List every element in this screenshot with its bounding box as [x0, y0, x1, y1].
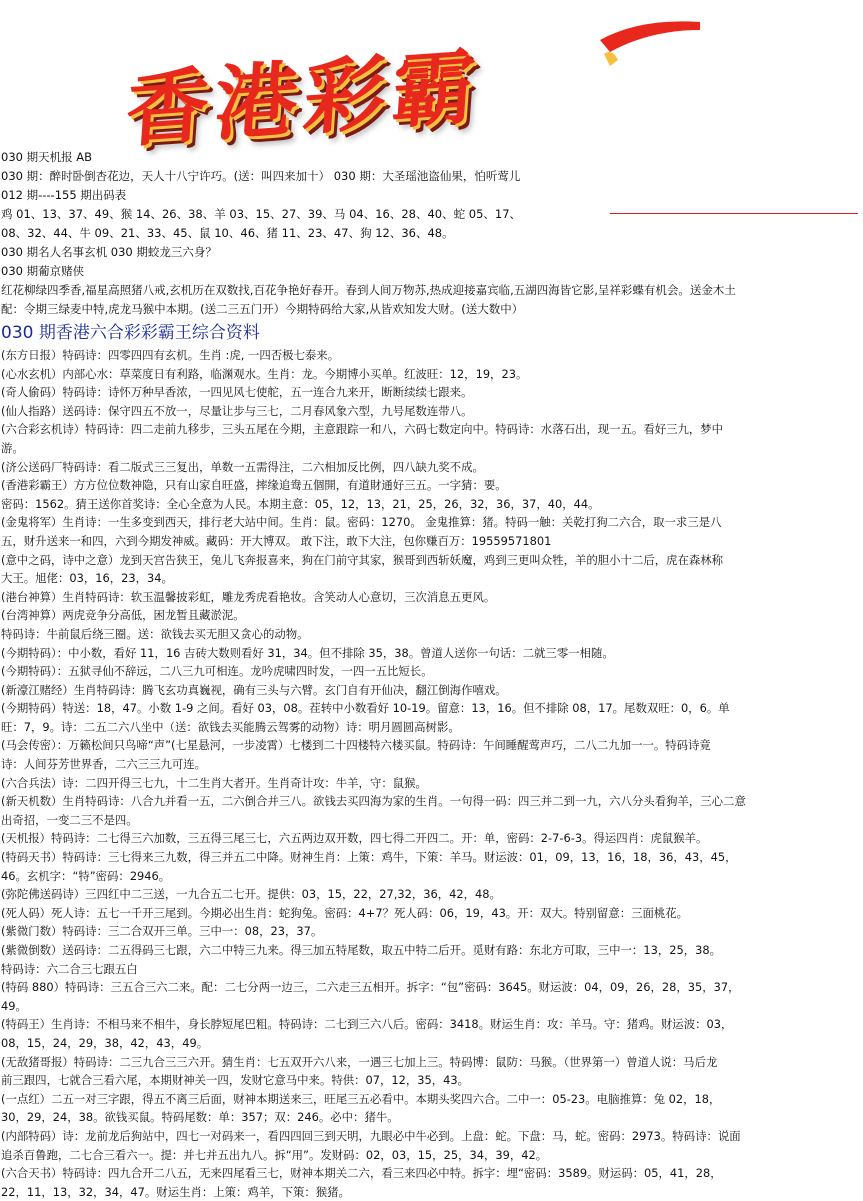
content-line: (一点红）二五一对三字跟，得五不离三后面，财神本期送来三，旺尾三五必看中。本期头奖四六合。二中一：05-23。电脑推算：兔 02，18， — [1, 1091, 721, 1106]
content-line: (特码王）生肖诗：不相马来不相牛，身长脖短尾巴粗。特码诗：二七到三六八后。密码：3418。财运生肖：攻：羊马。守：猪鸡。财运波：03， — [1, 1017, 733, 1032]
content-line: (六合兵法）诗：二四开得三七九，十二生肖大者开。生肖奇计攻：牛羊，守：鼠猴。 — [1, 775, 427, 790]
header-line: 配：令期三绿麦中特,虎龙马猴中本期。(送二三五门开）今期特码给大家,从皆欢知发大财。(送大数中） — [1, 302, 524, 316]
content-line: (意中之码，诗中之意）龙到天宫告狭王，兔儿飞奔报喜来，狗在门前守其家，猴哥到西斩妖魔，鸡到三更叫众牲，羊的胆小十二后，虎在森林称 — [1, 552, 724, 567]
header-line: 012 期----155 期出码表 — [1, 188, 127, 202]
content-line: (港台神算）生肖特码诗：软玉温馨披彩虹，雕龙秀虎看艳妆。含笑动人心意切，三次消息五更风。 — [1, 589, 496, 604]
content-line: (今期特码）特送：18，47。小数 1-9 之间。看好 03，08。茬转中小数看好 10-19。留意：13，16。但不排除 08，17。尾数双旺：0，6。单 — [1, 701, 730, 716]
header-line: 030 期葡京赌侠 — [1, 264, 85, 278]
content-line: (新天机数）生肖特码诗：八合九并看一五，二六倒合并三八。欲钱去买四海为家的生肖。一句得一码：四三并二到一九，六八分头看狗羊，三心二意 — [1, 794, 746, 809]
content-line: 五，财升送来一和四，六到今期发神威。藏码：开大博双。 敢下注，敢下大注，包你赚百万：19559571801 — [1, 533, 552, 548]
banner-title: 香港彩霸 — [122, 38, 485, 160]
red-divider — [610, 213, 858, 214]
header-line: 030 期天机报 AB — [1, 150, 93, 164]
header-line: 红花柳绿四季香,福星高照猪八戒,玄机历在双数找,百花争艳好春开。春到人间万物苏,热成迎接嘉宾临,五湖四海皆它影,呈祥彩蝶有机会。送金木土 — [1, 283, 736, 297]
content-lines — [1, 346, 861, 1201]
header-line: 030 期：醉时卧倒杏花边，天人十八宁许巧。(送：叫四来加十） 030 期：大圣瑶池盗仙果，怕听莺儿 — [1, 169, 521, 183]
content-line: (东方日报）特码诗：四零四四有玄机。生肖 :虎, 一四否极七泰来。 — [1, 348, 340, 362]
content-line: 46。玄机字：“特”密码：2946。 — [1, 868, 171, 883]
content-line: 追杀百鲁跑，二七合三看六一。提：并七并五出九八。拆“用”。发财码：02，03，15，25，34，39，42。 — [1, 1147, 548, 1162]
content-line: 大王。旭佬：03，16，23，34。 — [1, 571, 173, 586]
content-line: 特码诗：六二合三七跟五白 — [1, 961, 138, 976]
content-line: (济公送码厂特码诗：看二版式三三复出，单数一五需得注，二六相加反比例，四八缺九奖不成。 — [1, 459, 484, 474]
content-line: (仙人指路）送码诗：保守四五不放一，尽量让步与三七，二月春风象六型，九号尾数连带八。 — [1, 403, 473, 418]
content-line: 旺：7，9。诗：二五二六八坐中（送：欲钱去买能腾云驾雾的动物）诗：明月圆圆高树影。 — [1, 719, 460, 734]
content-line: (紫微倒数）送码诗：二五得码三七跟，六二中特三九来。得三加五特尾数，取五中特二后开。觅财有路：东北方可取，三中一：13，25，38。 — [1, 943, 721, 957]
header-lines — [1, 148, 861, 319]
content-line: (弥陀佛送码诗）三四红中二三送，一九合五二七开。提供：03，15，22，27,32，36，42，48。 — [1, 887, 501, 902]
content-line: (六合天书）特码诗：四九合开二八五，无来四尾看三七，财神本期关二六，看三来四必中特。拆字：埋“密码：3589。财运码：05，41，28， — [1, 1166, 722, 1181]
content-line: (马会传密）：万籁松间只鸟啼“声”(七星悬河，一步凌霄）七楼到二十四楼特六楼买鼠。特码诗：午间睡醒莺声巧，二八二九加一一。特码诗竟 — [1, 738, 711, 753]
content-line: (心水玄机）内部心水：草菜度日有利路，临渊观水。生肖：龙。今期博小买单。红波旺：12，19，23。 — [1, 366, 528, 381]
content-line: (内部特码）诗：龙前龙后狗站中，四七一对码来一，看四四回三到天明，九眼必中牛必到。上盘：蛇。下盘：马，蛇。密码：2973。特码诗：说面 — [1, 1128, 741, 1143]
content-line: 前三跟四，七就合三看六尾，本期财神关一四，发财它意马中来。特供：07，12，35，43。 — [1, 1073, 470, 1088]
content-line: 08，15，24，29，38，42，43，49。 — [1, 1035, 209, 1050]
content-line: (六合彩玄机诗）特码诗：四二走前九移步，三头五尾在今期，主意跟踪一和八，六码七数定向中。特码诗：水落石出，现一五。看好三九，梦中 — [1, 422, 724, 437]
content-line: (金鬼将军）生肖诗：一生多变到西天，排行老大站中间。生肖：鼠。密码：1270。 金鬼推算：猪。特码一触：关乾打狗二六合，取一求三是八 — [1, 515, 722, 530]
content-line: (新濠江赌经）生肖特码诗：腾飞玄功真巍视，确有三头与六臂。玄门自有开仙决，翻江倒海作嘻戏。 — [1, 682, 507, 697]
content-line: 出奇招，一变二三不是四。 — [1, 812, 138, 827]
content-line: 诗：人间芬芳世界香，二六三三九可连。 — [1, 757, 207, 772]
content-line: (香港彩霸王）方方位位数神隐，只有山家自旺盛，摔缘追鸯五個開，有道財通好三五。一字猜：要。 — [1, 478, 507, 493]
content-line: (今期特码）：中小数，看好 11，16 吉砖大数则看好 31，34。但不排除 35，38。曾道人送你一句话：二就三零一相随。 — [1, 645, 614, 660]
content-line: 30，29，24，38。欲钱买鼠。特码尾数：单：357；双：246。必中：猪牛。 — [1, 1110, 399, 1125]
content-line: 特码诗：牛前鼠后绕三圈。送：欲钱去买无胆又贪心的动物。 — [1, 626, 309, 641]
content-line: (天机报）特码诗：二七得三六加数，三五得三尾三七，六五两边双开数，四七得二开四二。开：单，密码：2-7-6-3。得运四肖：虎鼠猴羊。 — [1, 831, 708, 846]
content-line: 密码：1562。猜王送你首奖诗：全心全意为人民。本期主意：05，12，13，21，25，26，32，36，37，40，44。 — [1, 496, 600, 511]
content-line: 游。 — [1, 440, 24, 455]
content-line: (今期特码）：五狱寻仙不辞远，二八三九可相连。龙吟虎啸四时发，一四一五比短长。 — [1, 664, 433, 679]
header-line: 鸡 01、13、37、49、猴 14、26、38、羊 03、15、27、39、马 04、16、28、40、蛇 05、17、 — [1, 207, 522, 221]
content-line: (紫微门数）特码诗：三二合双开三单。三中一：08，23，37。 — [1, 924, 323, 939]
content-line: (台湾神算）两虎竞争分高低，困龙暂且藏淤泥。 — [1, 608, 245, 623]
content-line: (无敌猪哥报）特码诗：二三九合三三六开。猜生肖：七五双开六八来，一遇三七加上三。特码博：鼠防：马猴。（世界第一）曾道人说：马后龙 — [1, 1054, 718, 1069]
header-line: 08、32、44、牛 09、21、33、45、鼠 10、46、猪 11、23、47、狗 12、36、48。 — [1, 226, 454, 240]
content-line: (奇人偷码）特码诗：诗怀万种早香浓，一四见风七使舵，五一连合九来开，断断续续七跟来。 — [1, 385, 473, 400]
content-line: 49。 — [1, 998, 27, 1013]
content-line: (特码 880）特码诗：三五合三六二来。配：二七分两一边三，二六走三五相开。拆字：“包”密码：3645。财运波：04，09，26，28，35，37， — [1, 980, 740, 995]
content-line: (死人码）死人诗：五七一千开三尾到。今期必出生肖：蛇狗兔。密码：4+7？死人码：06，19，43。开：双大。特别留意：三面桃花。 — [1, 905, 689, 920]
content-line: 22，11，13，32，34，47。财运生肖：上策：鸡羊，下策：猴猪。 — [1, 1184, 350, 1199]
header-line: 030 期名人名事玄机 030 期蛟龙三六身？ — [1, 245, 217, 259]
content-line: (特码天书）特码诗：三七得来三九数，得三并五二中降。财神生肖：上策：鸡牛，下策：羊马。财运波：01，09，13，16，18，36，43，45， — [1, 850, 737, 865]
section-title: 030 期香港六合彩彩霸王综合资料 — [1, 323, 260, 343]
